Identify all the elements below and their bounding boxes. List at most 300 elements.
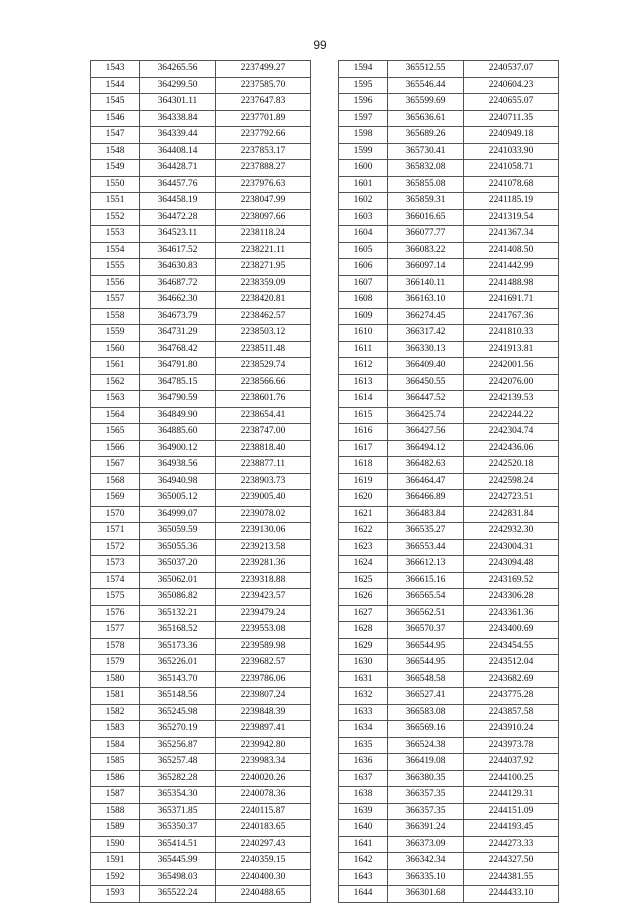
- x-coordinate-cell: 366447.52: [388, 391, 464, 408]
- x-coordinate-cell: 366391.24: [388, 820, 464, 837]
- table-row: [339, 292, 559, 309]
- x-coordinate-cell: 364790.59: [140, 391, 216, 408]
- y-coordinate-cell: 2243004.31: [464, 539, 559, 556]
- x-coordinate-cell: 366380.35: [388, 770, 464, 787]
- point-number-cell: 1634: [339, 721, 388, 738]
- table-row: [339, 605, 559, 622]
- table-row: [91, 407, 311, 424]
- x-coordinate-cell: 364768.42: [140, 341, 216, 358]
- point-number-cell: 1566: [91, 440, 140, 457]
- table-row: [339, 193, 559, 210]
- table-row: [91, 737, 311, 754]
- table-row: [339, 242, 559, 259]
- x-coordinate-cell: 365059.59: [140, 523, 216, 540]
- x-coordinate-cell: 364938.56: [140, 457, 216, 474]
- table-row: [339, 341, 559, 358]
- point-number-cell: 1556: [91, 275, 140, 292]
- table-row: [91, 94, 311, 111]
- point-number-cell: 1643: [339, 869, 388, 886]
- point-number-cell: 1631: [339, 671, 388, 688]
- table-row: [339, 391, 559, 408]
- table-row: [91, 457, 311, 474]
- point-number-cell: 1583: [91, 721, 140, 738]
- y-coordinate-cell: 2243857.58: [464, 704, 559, 721]
- table-row: [91, 622, 311, 639]
- x-coordinate-cell: 364731.29: [140, 325, 216, 342]
- y-coordinate-cell: 2239281.36: [216, 556, 311, 573]
- table-row: [339, 358, 559, 375]
- y-coordinate-cell: 2243682.69: [464, 671, 559, 688]
- table-row: [91, 638, 311, 655]
- y-coordinate-cell: 2242304.74: [464, 424, 559, 441]
- y-coordinate-cell: 2244273.33: [464, 836, 559, 853]
- y-coordinate-cell: 2243454.55: [464, 638, 559, 655]
- y-coordinate-cell: 2242520.18: [464, 457, 559, 474]
- point-number-cell: 1567: [91, 457, 140, 474]
- table-row: [91, 143, 311, 160]
- x-coordinate-cell: 364428.71: [140, 160, 216, 177]
- x-coordinate-cell: 366482.63: [388, 457, 464, 474]
- point-number-cell: 1604: [339, 226, 388, 243]
- y-coordinate-cell: 2242076.00: [464, 374, 559, 391]
- y-coordinate-cell: 2242831.84: [464, 506, 559, 523]
- table-row: [339, 374, 559, 391]
- table-row: [91, 127, 311, 144]
- point-number-cell: 1615: [339, 407, 388, 424]
- table-row: [339, 473, 559, 490]
- y-coordinate-cell: 2237888.27: [216, 160, 311, 177]
- x-coordinate-cell: 365445.99: [140, 853, 216, 870]
- point-number-cell: 1598: [339, 127, 388, 144]
- table-row: [339, 721, 559, 738]
- point-number-cell: 1603: [339, 209, 388, 226]
- table-row: [91, 853, 311, 870]
- y-coordinate-cell: 2243512.04: [464, 655, 559, 672]
- x-coordinate-cell: 365636.61: [388, 110, 464, 127]
- table-row: [339, 671, 559, 688]
- x-coordinate-cell: 364299.50: [140, 77, 216, 94]
- table-row: [339, 754, 559, 771]
- y-coordinate-cell: 2241367.34: [464, 226, 559, 243]
- table-row: [91, 325, 311, 342]
- y-coordinate-cell: 2237792.66: [216, 127, 311, 144]
- point-number-cell: 1545: [91, 94, 140, 111]
- table-row: [339, 407, 559, 424]
- table-row: [91, 209, 311, 226]
- y-coordinate-cell: 2241691.71: [464, 292, 559, 309]
- point-number-cell: 1543: [91, 61, 140, 78]
- point-number-cell: 1550: [91, 176, 140, 193]
- x-coordinate-cell: 365522.24: [140, 886, 216, 903]
- y-coordinate-cell: 2244193.45: [464, 820, 559, 837]
- x-coordinate-cell: 364940.98: [140, 473, 216, 490]
- table-row: [91, 523, 311, 540]
- table-row: [91, 358, 311, 375]
- y-coordinate-cell: 2240949.18: [464, 127, 559, 144]
- y-coordinate-cell: 2242723.51: [464, 490, 559, 507]
- point-number-cell: 1618: [339, 457, 388, 474]
- x-coordinate-cell: 364999.07: [140, 506, 216, 523]
- point-number-cell: 1593: [91, 886, 140, 903]
- point-number-cell: 1553: [91, 226, 140, 243]
- table-row: [339, 572, 559, 589]
- y-coordinate-cell: 2238601.76: [216, 391, 311, 408]
- x-coordinate-cell: 364687.72: [140, 275, 216, 292]
- table-row: [339, 556, 559, 573]
- x-coordinate-cell: 365689.26: [388, 127, 464, 144]
- point-number-cell: 1577: [91, 622, 140, 639]
- x-coordinate-cell: 364791.80: [140, 358, 216, 375]
- y-coordinate-cell: 2237853.17: [216, 143, 311, 160]
- y-coordinate-cell: 2239553.08: [216, 622, 311, 639]
- table-row: [339, 787, 559, 804]
- x-coordinate-cell: 365855.08: [388, 176, 464, 193]
- x-coordinate-cell: 364617.52: [140, 242, 216, 259]
- x-coordinate-cell: 365245.98: [140, 704, 216, 721]
- x-coordinate-cell: 366342.34: [388, 853, 464, 870]
- x-coordinate-cell: 365599.69: [388, 94, 464, 111]
- point-number-cell: 1624: [339, 556, 388, 573]
- x-coordinate-cell: 365350.37: [140, 820, 216, 837]
- x-coordinate-cell: 366464.47: [388, 473, 464, 490]
- x-coordinate-cell: 364339.44: [140, 127, 216, 144]
- table-row: [91, 836, 311, 853]
- x-coordinate-cell: 365173.36: [140, 638, 216, 655]
- point-number-cell: 1640: [339, 820, 388, 837]
- y-coordinate-cell: 2238271.95: [216, 259, 311, 276]
- y-coordinate-cell: 2240183.65: [216, 820, 311, 837]
- table-row: [91, 869, 311, 886]
- table-row: [339, 127, 559, 144]
- point-number-cell: 1585: [91, 754, 140, 771]
- table-row: [339, 110, 559, 127]
- point-number-cell: 1555: [91, 259, 140, 276]
- x-coordinate-cell: 366570.37: [388, 622, 464, 639]
- x-coordinate-cell: 364265.56: [140, 61, 216, 78]
- y-coordinate-cell: 2244129.31: [464, 787, 559, 804]
- y-coordinate-cell: 2238503.12: [216, 325, 311, 342]
- point-number-cell: 1569: [91, 490, 140, 507]
- x-coordinate-cell: 365257.48: [140, 754, 216, 771]
- y-coordinate-cell: 2241442.99: [464, 259, 559, 276]
- y-coordinate-cell: 2242244.22: [464, 407, 559, 424]
- point-number-cell: 1636: [339, 754, 388, 771]
- point-number-cell: 1635: [339, 737, 388, 754]
- y-coordinate-cell: 2239848.39: [216, 704, 311, 721]
- table-row: [91, 341, 311, 358]
- table-row: [91, 754, 311, 771]
- y-coordinate-cell: 2237647.83: [216, 94, 311, 111]
- point-number-cell: 1601: [339, 176, 388, 193]
- y-coordinate-cell: 2239318.88: [216, 572, 311, 589]
- y-coordinate-cell: 2238877.11: [216, 457, 311, 474]
- point-number-cell: 1616: [339, 424, 388, 441]
- x-coordinate-cell: 365168.52: [140, 622, 216, 639]
- y-coordinate-cell: 2243910.24: [464, 721, 559, 738]
- point-number-cell: 1638: [339, 787, 388, 804]
- point-number-cell: 1547: [91, 127, 140, 144]
- table-row: [339, 655, 559, 672]
- point-number-cell: 1599: [339, 143, 388, 160]
- table-row: [91, 770, 311, 787]
- x-coordinate-cell: 364338.84: [140, 110, 216, 127]
- x-coordinate-cell: 365354.30: [140, 787, 216, 804]
- x-coordinate-cell: 365832.08: [388, 160, 464, 177]
- x-coordinate-cell: 366569.16: [388, 721, 464, 738]
- point-number-cell: 1581: [91, 688, 140, 705]
- point-number-cell: 1546: [91, 110, 140, 127]
- table-row: [91, 473, 311, 490]
- point-number-cell: 1582: [91, 704, 140, 721]
- table-row: [339, 308, 559, 325]
- point-number-cell: 1597: [339, 110, 388, 127]
- point-number-cell: 1625: [339, 572, 388, 589]
- x-coordinate-cell: 364900.12: [140, 440, 216, 457]
- table-row: [339, 506, 559, 523]
- table-row: [91, 160, 311, 177]
- point-number-cell: 1544: [91, 77, 140, 94]
- x-coordinate-cell: 364523.11: [140, 226, 216, 243]
- point-number-cell: 1632: [339, 688, 388, 705]
- point-number-cell: 1571: [91, 523, 140, 540]
- y-coordinate-cell: 2238654.41: [216, 407, 311, 424]
- table-row: [91, 655, 311, 672]
- x-coordinate-cell: 366097.14: [388, 259, 464, 276]
- x-coordinate-cell: 366317.42: [388, 325, 464, 342]
- y-coordinate-cell: 2239213.58: [216, 539, 311, 556]
- y-coordinate-cell: 2240020.26: [216, 770, 311, 787]
- table-row: [91, 424, 311, 441]
- table-row: [339, 259, 559, 276]
- y-coordinate-cell: 2239786.06: [216, 671, 311, 688]
- x-coordinate-cell: 366330.13: [388, 341, 464, 358]
- y-coordinate-cell: 2239589.98: [216, 638, 311, 655]
- y-coordinate-cell: 2242436.06: [464, 440, 559, 457]
- table-row: [91, 61, 311, 78]
- table-row: [91, 440, 311, 457]
- coordinate-table-right: [338, 60, 559, 903]
- x-coordinate-cell: 365414.51: [140, 836, 216, 853]
- x-coordinate-cell: 364630.83: [140, 259, 216, 276]
- table-row: [91, 292, 311, 309]
- x-coordinate-cell: 364885.60: [140, 424, 216, 441]
- y-coordinate-cell: 2238359.09: [216, 275, 311, 292]
- point-number-cell: 1629: [339, 638, 388, 655]
- table-row: [339, 589, 559, 606]
- x-coordinate-cell: 366562.51: [388, 605, 464, 622]
- y-coordinate-cell: 2238420.81: [216, 292, 311, 309]
- point-number-cell: 1630: [339, 655, 388, 672]
- table-row: [339, 94, 559, 111]
- y-coordinate-cell: 2240655.07: [464, 94, 559, 111]
- x-coordinate-cell: 366427.56: [388, 424, 464, 441]
- y-coordinate-cell: 2237701.89: [216, 110, 311, 127]
- table-row: [91, 886, 311, 903]
- point-number-cell: 1607: [339, 275, 388, 292]
- x-coordinate-cell: 364673.79: [140, 308, 216, 325]
- y-coordinate-cell: 2242139.53: [464, 391, 559, 408]
- y-coordinate-cell: 2241319.54: [464, 209, 559, 226]
- page-number: 99: [313, 38, 327, 52]
- point-number-cell: 1595: [339, 77, 388, 94]
- table-row: [91, 242, 311, 259]
- y-coordinate-cell: 2244433.10: [464, 886, 559, 903]
- y-coordinate-cell: 2239682.57: [216, 655, 311, 672]
- point-number-cell: 1637: [339, 770, 388, 787]
- y-coordinate-cell: 2241185.19: [464, 193, 559, 210]
- y-coordinate-cell: 2243169.52: [464, 572, 559, 589]
- table-row: [91, 391, 311, 408]
- table-row: [339, 61, 559, 78]
- y-coordinate-cell: 2240400.30: [216, 869, 311, 886]
- x-coordinate-cell: 366357.35: [388, 787, 464, 804]
- x-coordinate-cell: 365143.70: [140, 671, 216, 688]
- point-number-cell: 1564: [91, 407, 140, 424]
- table-row: [91, 374, 311, 391]
- point-number-cell: 1560: [91, 341, 140, 358]
- x-coordinate-cell: 366544.95: [388, 655, 464, 672]
- x-coordinate-cell: 365730.41: [388, 143, 464, 160]
- table-row: [91, 110, 311, 127]
- y-coordinate-cell: 2239479.24: [216, 605, 311, 622]
- y-coordinate-cell: 2238511.48: [216, 341, 311, 358]
- point-number-cell: 1619: [339, 473, 388, 490]
- x-coordinate-cell: 366357.35: [388, 803, 464, 820]
- point-number-cell: 1641: [339, 836, 388, 853]
- y-coordinate-cell: 2244151.09: [464, 803, 559, 820]
- x-coordinate-cell: 366450.55: [388, 374, 464, 391]
- point-number-cell: 1558: [91, 308, 140, 325]
- y-coordinate-cell: 2238097.66: [216, 209, 311, 226]
- y-coordinate-cell: 2242598.24: [464, 473, 559, 490]
- table-row: [91, 77, 311, 94]
- y-coordinate-cell: 2238118.24: [216, 226, 311, 243]
- point-number-cell: 1610: [339, 325, 388, 342]
- x-coordinate-cell: 364458.19: [140, 193, 216, 210]
- x-coordinate-cell: 366140.11: [388, 275, 464, 292]
- table-row: [339, 209, 559, 226]
- y-coordinate-cell: 2243094.48: [464, 556, 559, 573]
- table-row: [339, 440, 559, 457]
- table-row: [339, 820, 559, 837]
- y-coordinate-cell: 2243361.36: [464, 605, 559, 622]
- x-coordinate-cell: 365148.56: [140, 688, 216, 705]
- point-number-cell: 1644: [339, 886, 388, 903]
- table-row: [339, 226, 559, 243]
- y-coordinate-cell: 2238903.73: [216, 473, 311, 490]
- point-number-cell: 1549: [91, 160, 140, 177]
- point-number-cell: 1642: [339, 853, 388, 870]
- x-coordinate-cell: 365512.55: [388, 61, 464, 78]
- y-coordinate-cell: 2238747.00: [216, 424, 311, 441]
- x-coordinate-cell: 366535.27: [388, 523, 464, 540]
- y-coordinate-cell: 2239897.41: [216, 721, 311, 738]
- y-coordinate-cell: 2244381.55: [464, 869, 559, 886]
- y-coordinate-cell: 2240115.87: [216, 803, 311, 820]
- point-number-cell: 1575: [91, 589, 140, 606]
- table-row: [339, 539, 559, 556]
- y-coordinate-cell: 2241488.98: [464, 275, 559, 292]
- table-row: [91, 605, 311, 622]
- y-coordinate-cell: 2244100.25: [464, 770, 559, 787]
- x-coordinate-cell: 365062.01: [140, 572, 216, 589]
- point-number-cell: 1608: [339, 292, 388, 309]
- x-coordinate-cell: 366425.74: [388, 407, 464, 424]
- x-coordinate-cell: 366615.16: [388, 572, 464, 589]
- point-number-cell: 1561: [91, 358, 140, 375]
- x-coordinate-cell: 366612.13: [388, 556, 464, 573]
- x-coordinate-cell: 365005.12: [140, 490, 216, 507]
- point-number-cell: 1574: [91, 572, 140, 589]
- point-number-cell: 1552: [91, 209, 140, 226]
- x-coordinate-cell: 364849.90: [140, 407, 216, 424]
- table-row: [339, 77, 559, 94]
- y-coordinate-cell: 2239078.02: [216, 506, 311, 523]
- point-number-cell: 1633: [339, 704, 388, 721]
- x-coordinate-cell: 365546.44: [388, 77, 464, 94]
- table-row: [91, 506, 311, 523]
- y-coordinate-cell: 2239130.06: [216, 523, 311, 540]
- table-row: [91, 820, 311, 837]
- table-row: [91, 308, 311, 325]
- point-number-cell: 1590: [91, 836, 140, 853]
- point-number-cell: 1639: [339, 803, 388, 820]
- y-coordinate-cell: 2240297.43: [216, 836, 311, 853]
- x-coordinate-cell: 366274.45: [388, 308, 464, 325]
- x-coordinate-cell: 365371.85: [140, 803, 216, 820]
- table-row: [339, 803, 559, 820]
- y-coordinate-cell: 2244037.92: [464, 754, 559, 771]
- point-number-cell: 1573: [91, 556, 140, 573]
- x-coordinate-cell: 365226.01: [140, 655, 216, 672]
- y-coordinate-cell: 2243306.28: [464, 589, 559, 606]
- table-row: [339, 457, 559, 474]
- y-coordinate-cell: 2240359.15: [216, 853, 311, 870]
- point-number-cell: 1576: [91, 605, 140, 622]
- table-row: [339, 490, 559, 507]
- point-number-cell: 1568: [91, 473, 140, 490]
- table-row: [339, 869, 559, 886]
- x-coordinate-cell: 366163.10: [388, 292, 464, 309]
- point-number-cell: 1606: [339, 259, 388, 276]
- table-row: [339, 523, 559, 540]
- table-row: [91, 688, 311, 705]
- point-number-cell: 1584: [91, 737, 140, 754]
- table-row: [339, 737, 559, 754]
- y-coordinate-cell: 2241033.90: [464, 143, 559, 160]
- point-number-cell: 1620: [339, 490, 388, 507]
- point-number-cell: 1621: [339, 506, 388, 523]
- table-row: [91, 803, 311, 820]
- x-coordinate-cell: 366301.68: [388, 886, 464, 903]
- point-number-cell: 1627: [339, 605, 388, 622]
- x-coordinate-cell: 364457.76: [140, 176, 216, 193]
- table-row: [91, 176, 311, 193]
- point-number-cell: 1596: [339, 94, 388, 111]
- y-coordinate-cell: 2238529.74: [216, 358, 311, 375]
- table-row: [339, 160, 559, 177]
- table-row: [339, 638, 559, 655]
- x-coordinate-cell: 365256.87: [140, 737, 216, 754]
- x-coordinate-cell: 366419.08: [388, 754, 464, 771]
- y-coordinate-cell: 2241810.33: [464, 325, 559, 342]
- point-number-cell: 1572: [91, 539, 140, 556]
- y-coordinate-cell: 2240488.65: [216, 886, 311, 903]
- point-number-cell: 1617: [339, 440, 388, 457]
- y-coordinate-cell: 2241078.68: [464, 176, 559, 193]
- x-coordinate-cell: 366494.12: [388, 440, 464, 457]
- y-coordinate-cell: 2240078.36: [216, 787, 311, 804]
